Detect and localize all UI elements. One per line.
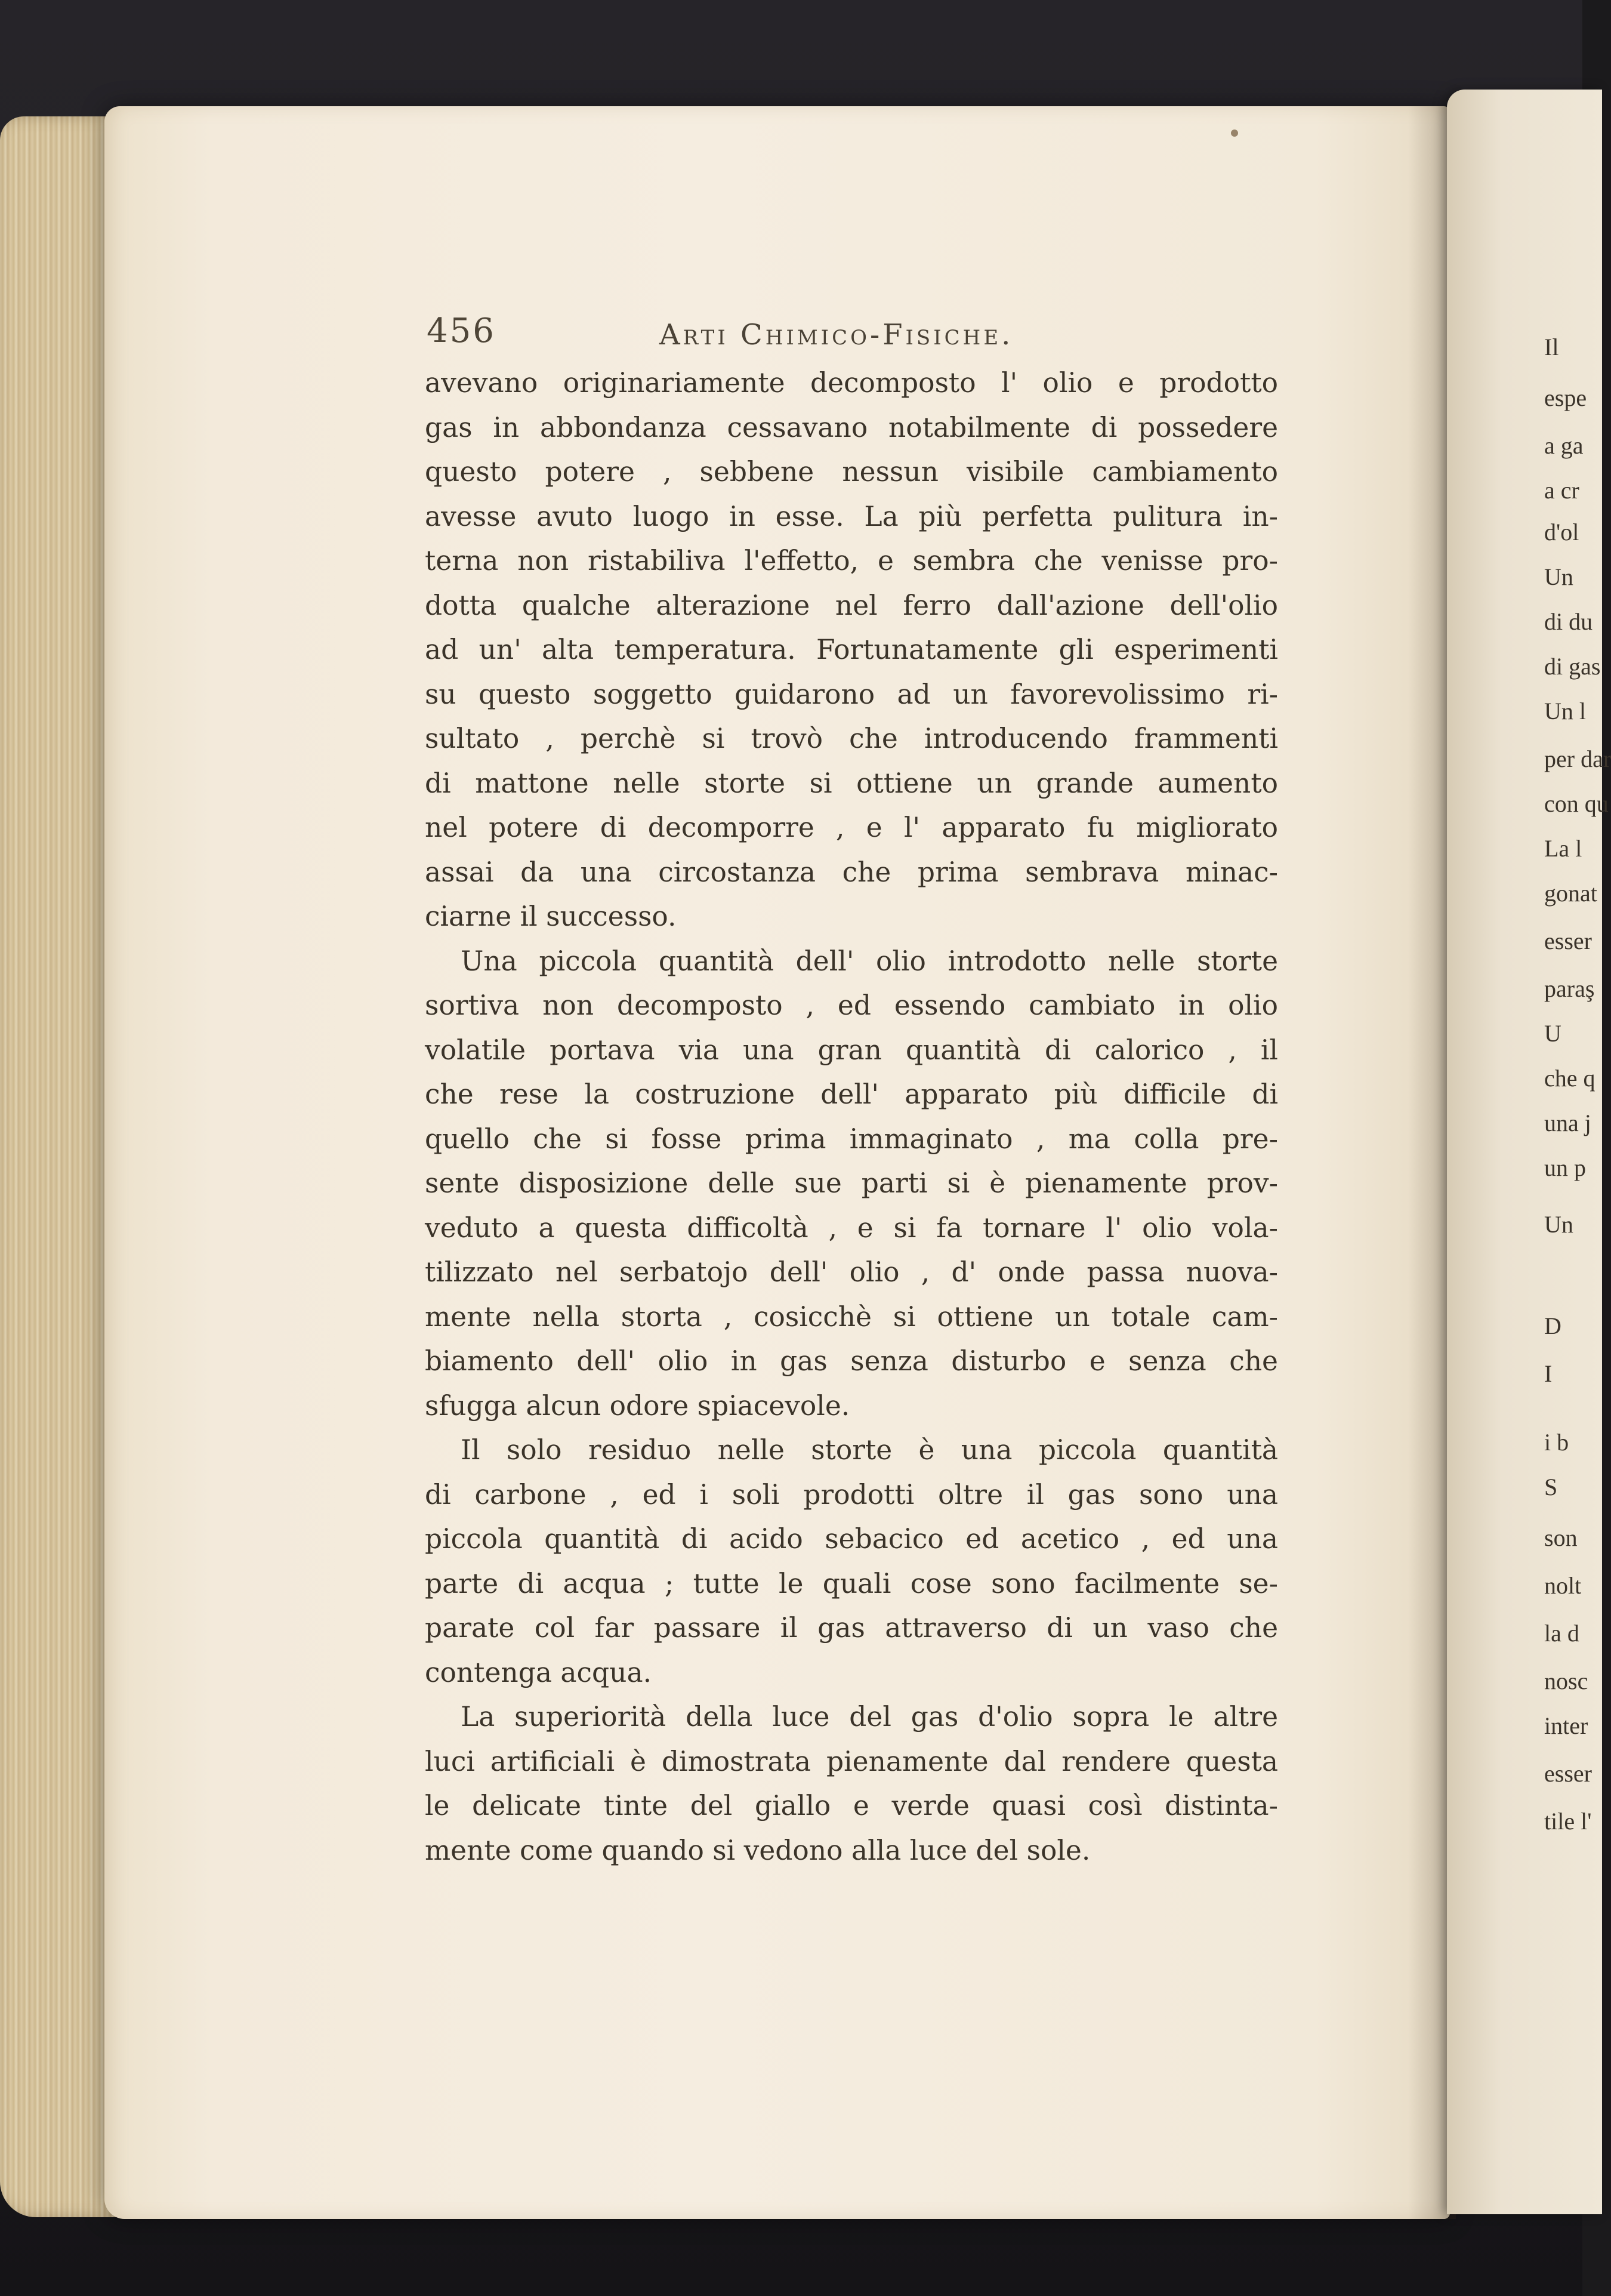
facing-page-fragment: gonat <box>1544 880 1597 907</box>
text-line: di mattone nelle storte si ottiene un grande aumento <box>425 767 1278 799</box>
text-line: contenga acqua. <box>425 1656 652 1688</box>
facing-page-fragment: d'ol <box>1544 519 1579 546</box>
text-line: avesse avuto luogo in esse. La più perfetta pulitura in- <box>425 500 1278 532</box>
facing-page-fragment: Un l <box>1544 698 1586 725</box>
text-line: mente come quando si vedono alla luce del sole. <box>425 1834 1091 1866</box>
text-line: questo potere , sebbene nessun visibile cambiamento <box>425 456 1278 488</box>
facing-page-fragment: una j <box>1544 1110 1591 1136</box>
text-line: parate col far passare il gas attraverso di un vaso che <box>425 1612 1278 1644</box>
text-line: le delicate tinte del giallo e verde quasi così distinta- <box>425 1790 1278 1822</box>
text-line: piccola quantità di acido sebacico ed acetico , ed una <box>425 1523 1278 1555</box>
text-line: quello che si fosse prima immaginato , ma colla pre- <box>425 1123 1278 1155</box>
facing-page-fragment: i b <box>1544 1429 1569 1456</box>
text-line: che rese la costruzione dell' apparato più difficile di <box>425 1078 1278 1110</box>
facing-page-fragment: U <box>1544 1020 1561 1047</box>
facing-page-fragment: I <box>1544 1360 1553 1387</box>
facing-page-fragment: Un <box>1544 563 1573 590</box>
facing-page-fragment: esser <box>1544 1760 1592 1787</box>
running-head <box>427 304 1131 358</box>
facing-page-fragment: di gas <box>1544 653 1601 680</box>
facing-page-fragments <box>1544 334 1611 1886</box>
text-line: Il solo residuo nelle storte è una piccola quantità <box>461 1434 1278 1466</box>
facing-page-fragment: tile l' <box>1544 1808 1592 1835</box>
facing-page-fragment: nolt <box>1544 1572 1582 1599</box>
facing-page-fragment: D <box>1544 1312 1561 1339</box>
facing-page-fragment: a cr <box>1544 477 1579 504</box>
text-line: di carbone , ed i soli prodotti oltre il gas sono una <box>425 1478 1278 1511</box>
text-line: dotta qualche alterazione nel ferro dall'azione dell'olio <box>425 589 1278 621</box>
facing-page-fragment: S <box>1544 1474 1558 1500</box>
text-line: tilizzato nel serbatojo dell' olio , d' onde passa nuova- <box>425 1256 1278 1288</box>
page-number: 456 <box>427 312 496 350</box>
facing-page-fragment: inter <box>1544 1712 1588 1739</box>
facing-page-fragment: per dar <box>1544 745 1611 772</box>
facing-page-fragment: esser <box>1544 927 1592 954</box>
facing-page-fragment: che q <box>1544 1065 1595 1092</box>
running-head-title: Arti Chimico-Fisiche. <box>659 318 1014 352</box>
text-line: ad un' alta temperatura. Fortunatamente gli esperimenti <box>425 634 1278 665</box>
facing-page-fragment: un p <box>1544 1154 1586 1181</box>
facing-page-fragment: espe <box>1544 384 1587 411</box>
facing-page-fragment: a ga <box>1544 432 1584 459</box>
text-line: ciarne il successo. <box>425 901 677 932</box>
text-line: sente disposizione delle sue parti si è pienamente prov- <box>425 1167 1278 1199</box>
body-text <box>425 361 1278 1873</box>
text-line: assai da una circostanza che prima sembrava minac- <box>425 856 1278 888</box>
text-line: terna non ristabiliva l'effetto, e sembra che venisse pro- <box>425 545 1278 577</box>
text-line: sortiva non decomposto , ed essendo cambiato in olio <box>425 990 1278 1021</box>
facing-page-fragment: Un <box>1544 1211 1573 1238</box>
text-line: luci artificiali è dimostrata pienamente dal rendere questa <box>425 1745 1278 1777</box>
text-line: biamento dell' olio in gas senza disturbo e senza che <box>425 1345 1278 1377</box>
facing-page-fragment: paraş <box>1544 975 1595 1002</box>
text-line: veduto a questa difficoltà , e si fa tornare l' olio vola- <box>425 1212 1278 1244</box>
text-line: mente nella storta , cosicchè si ottiene un totale cam- <box>425 1300 1278 1333</box>
text-line: parte di acqua ; tutte le quali cose sono facilmente se- <box>425 1567 1278 1600</box>
facing-page-fragment: son <box>1544 1524 1578 1551</box>
facing-page-fragment: nosc <box>1544 1668 1588 1694</box>
text-line: sultato , perchè si trovò che introducendo frammenti <box>425 723 1278 754</box>
text-line: avevano originariamente decomposto l' olio e prodotto <box>425 367 1278 399</box>
text-line: gas in abbondanza cessavano notabilmente di possedere <box>425 411 1278 443</box>
facing-page-fragment: Il <box>1544 334 1559 360</box>
facing-page-fragment: di du <box>1544 608 1593 635</box>
text-line: sfugga alcun odore spiacevole. <box>425 1389 850 1422</box>
paper-spot <box>1231 130 1238 137</box>
facing-page-fragment: con qu <box>1544 790 1609 817</box>
text-line: volatile portava via una gran quantità di calorico , il <box>425 1034 1278 1066</box>
facing-page-fragment: La l <box>1544 835 1582 862</box>
text-line: nel potere di decomporre , e l' apparato fu migliorato <box>425 812 1278 843</box>
facing-page-fragment: la d <box>1544 1620 1579 1647</box>
text-line: Una piccola quantità dell' olio introdotto nelle storte <box>461 945 1278 977</box>
text-line: su questo soggetto guidarono ad un favorevolissimo ri- <box>425 678 1278 710</box>
text-line: La superiorità della luce del gas d'olio sopra le altre <box>461 1701 1278 1733</box>
